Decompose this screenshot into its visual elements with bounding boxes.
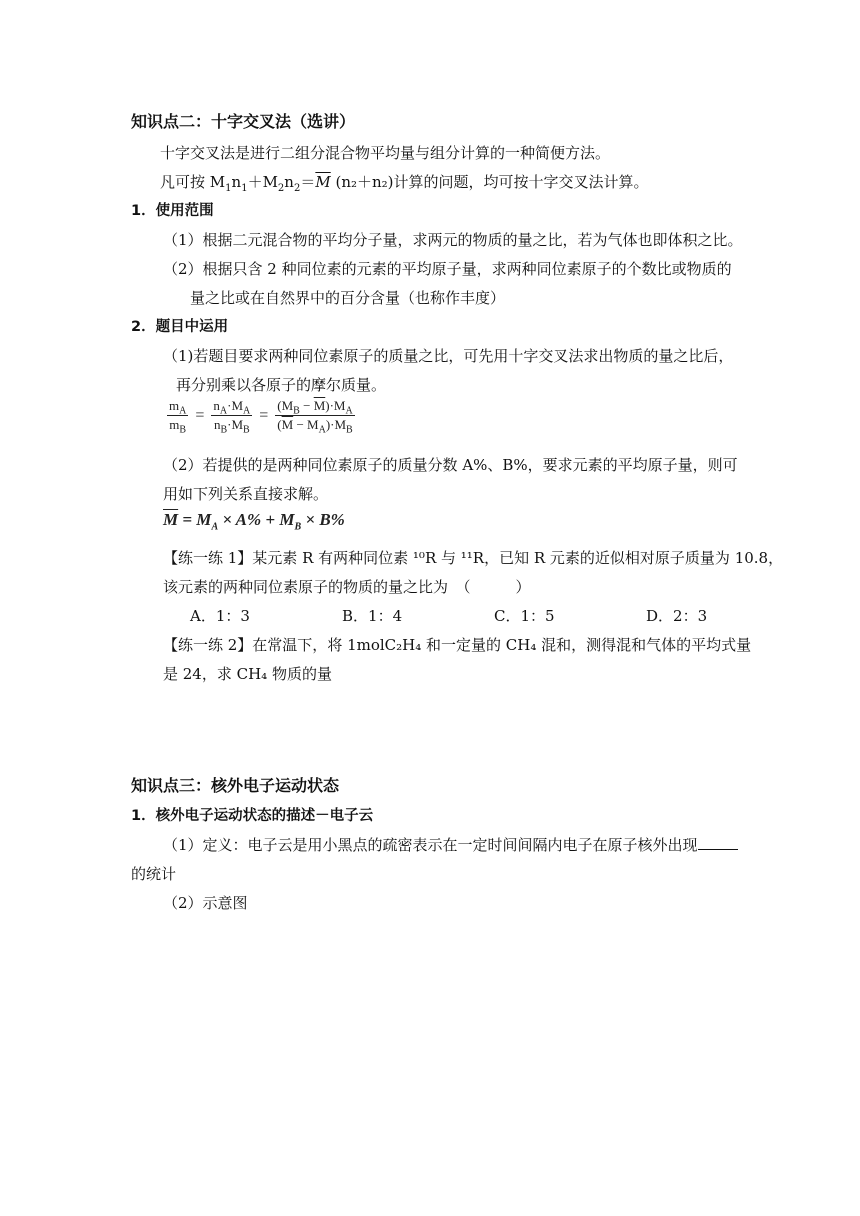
intro-line-2: 凡可按 $M_1n_1+M_2n_2=\overline{M}$ (n₂＋n₂)计算的问题，均可按十字交叉法计算。 [160, 173, 649, 194]
exercise-2-line-2: 是 24，求 CH₄ 物质的量 [163, 665, 332, 683]
option-a: A．1：3 [190, 607, 250, 625]
option-b: B．1：4 [342, 607, 403, 625]
scope-item-1: （1）根据二元混合物的平均分子量，求两元的物质的量之比，若为气体也即体积之比。 [163, 231, 743, 249]
diagram-label: （2）示意图 [163, 894, 248, 912]
exercise-2-line-1: 【练一练 2】在常温下，将 1molC₂H₄ 和一定量的 CH₄ 混和，测得混和气体的平均式量 [163, 636, 752, 654]
option-d: D．2：3 [646, 607, 708, 625]
use-item-1-line-1: （1)若题目要求两种同位素原子的质量之比，可先用十字交叉法求出物质的量之比后， [163, 347, 734, 365]
average-mass-formula: $\overline{M} = M_A \times A\% + M_B \times B\%$ [163, 510, 345, 533]
section3-title: 知识点三：核外电子运动状态 [131, 776, 340, 795]
section2-title: 知识点二：十字交叉法（选讲） [131, 112, 356, 131]
fill-in-blank[interactable] [698, 835, 738, 850]
use-item-2-line-2: 用如下列关系直接求解。 [163, 485, 329, 503]
option-c: C．1：5 [494, 607, 555, 625]
definition-line-1: （1）定义：电子云是用小黑点的疏密表示在一定时间间隔内电子在原子核外出现 [163, 835, 738, 855]
exercise-1-line-1: 【练一练 1】某元素 R 有两种同位素 ¹⁰R 与 ¹¹R，已知 R 元素的近似相对原子质量为 10.8， [163, 549, 784, 567]
definition-line-2: 的统计 [131, 865, 177, 883]
scope-item-2-line-2: 量之比或在自然界中的百分含量（也称作丰度） [190, 289, 506, 307]
use-heading: 2．题目中运用 [131, 319, 229, 335]
intro-line-1: 十字交叉法是进行二组分混合物平均量与组分计算的一种简便方法。 [160, 144, 611, 162]
exercise-1-line-2: 该元素的两种同位素原子的物质的量之比为 （ ） [163, 578, 531, 596]
mass-ratio-formula: $\frac{m_A}{m_B}$ = $\frac{n_A\cdot M_A}{n_B\cdot M_B}$ = $\frac{(M_B - \overline{M})\cdot M_A}{(\overline{M} - M_A)\cdot M_B}$ [169, 398, 353, 436]
scope-item-2-line-1: （2）根据只含 2 种同位素的元素的平均原子量，求两种同位素原子的个数比或物质的 [163, 260, 732, 278]
use-item-1-line-2: 再分别乘以各原子的摩尔质量。 [176, 376, 387, 394]
use-item-2-line-1: （2）若提供的是两种同位素原子的质量分数 A%、B%，要求元素的平均原子量，则可 [163, 456, 738, 474]
electron-cloud-heading: 1．核外电子运动状态的描述－电子云 [131, 808, 374, 824]
scope-heading: 1．使用范围 [131, 203, 214, 219]
